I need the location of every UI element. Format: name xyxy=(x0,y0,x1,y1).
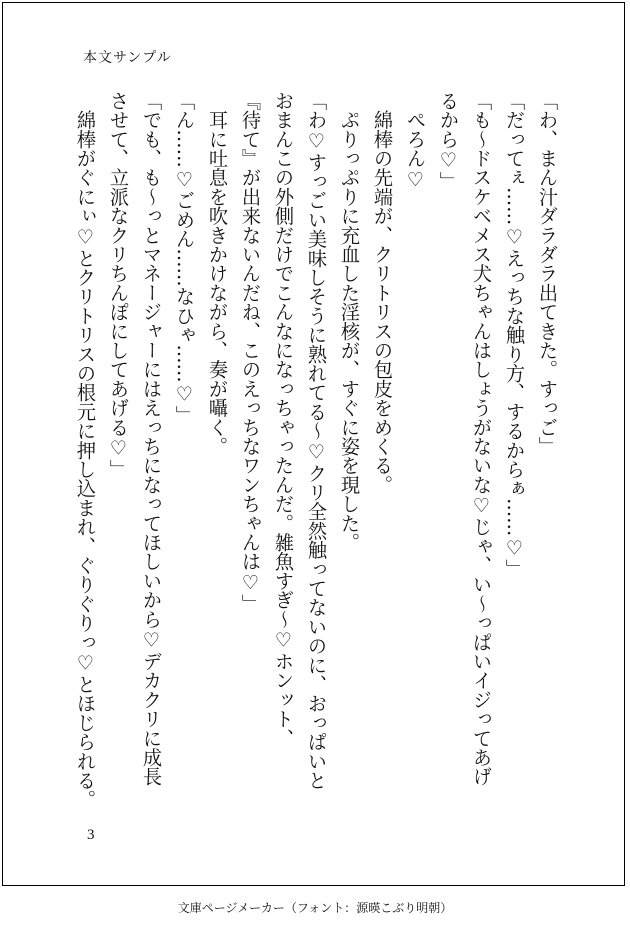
text-line: 耳に吐息を吹きかけながら、奏が囁く。 xyxy=(206,91,229,456)
text-line: 「わ♡すっごい美味しそうに熟れてる〜♡クリ全然触ってないのに、おっぱいと xyxy=(305,91,328,790)
text-line: 綿棒の先端が、クリトリスの包皮をめくる。 xyxy=(371,91,394,495)
text-line: 綿棒がぐにぃ♡とクリトリスの根元に押し込まれ、ぐりぐりっ♡とほじられる。 xyxy=(74,91,97,809)
vertical-body-text xyxy=(69,91,564,811)
running-title: 本文サンプル xyxy=(83,50,172,66)
text-line: 「わ、まん汁ダラダラ出てきた。すっご」 xyxy=(536,91,559,456)
text-line: 「ん……♡ごめん……なひゃ……♡」 xyxy=(173,91,196,425)
text-line: 『待て』が出来ないんだね、このえっちなワンちゃんは♡」 xyxy=(239,91,262,614)
text-line: ぷりっぷりに充血した淫核が、すぐに姿を現した。 xyxy=(338,91,361,552)
text-line: ぺろん♡ xyxy=(404,91,427,191)
text-line: 「だってぇ……♡えっちな触り方、するからぁ……♡」 xyxy=(503,91,526,579)
page-number: 3 xyxy=(87,827,95,843)
text-line: 「でも、も〜っとマネージャーにはえっちになってほしいから♡デカクリに成長 xyxy=(140,91,163,786)
text-line: させて、立派なクリちんぽにしてあげる♡」 xyxy=(107,91,130,479)
footer-caption: 文庫ページメーカー（フォント：源暎こぶり明朝） xyxy=(177,901,453,915)
text-line: おまんこの外側だけでこんなになっちゃったんだ。雑魚すぎ〜♡ホンット、 xyxy=(272,91,295,748)
book-page xyxy=(2,2,625,886)
text-line: 「も〜ドスケベメス犬ちゃんはしょうがないな♡じゃ、い〜っぱいイジってあげ xyxy=(470,91,493,786)
text-line: るから♡」 xyxy=(437,91,460,191)
